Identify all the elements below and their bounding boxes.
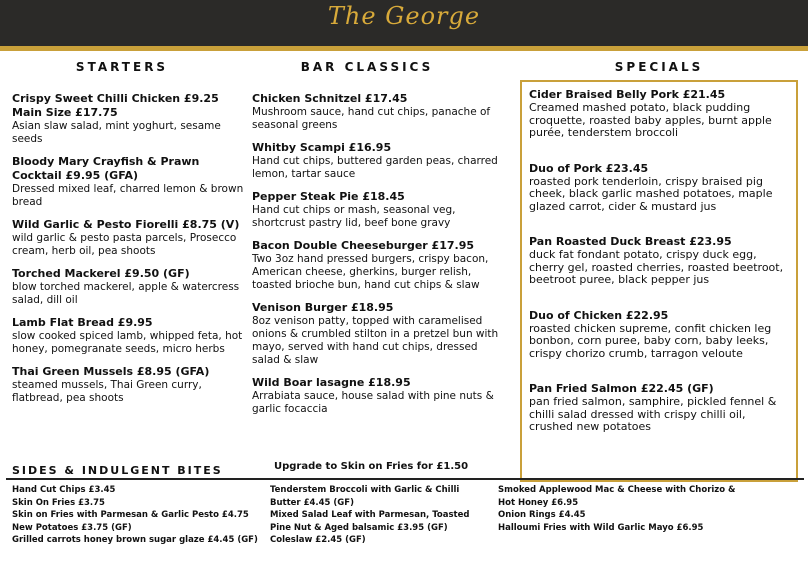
side-item: Tenderstem Broccoli with Garlic & Chilli [270,485,460,495]
menu-item-description: duck fat fondant potato, crispy duck egg, cherry gel, roasted cherries, roasted beetroot, beetroot puree, black pepper jus [529,248,784,286]
menu-item-description: wild garlic & pesto pasta parcels, Prosecco cream, herb oil, pea shoots [12,232,237,257]
menu-item [12,365,244,405]
menu-item [252,376,504,416]
menu-item-description: Arrabiata sauce, house salad with pine nuts & garlic focaccia [252,390,494,415]
starters-heading: STARTERS [75,60,169,74]
menu-item-title: Bacon Double Cheeseburger £17.95 [252,239,474,252]
starters-column [12,92,244,414]
menu-item-title: Duo of Pork £23.45 [529,161,649,175]
menu-item [252,301,504,367]
menu-item [252,141,504,181]
menu-item-description: slow cooked spiced lamb, whipped feta, hot honey, pomegranate seeds, micro herbs [12,330,243,355]
menu-item [252,92,504,132]
side-item: Skin On Fries £3.75 [12,497,105,508]
upgrade-note: Upgrade to Skin on Fries for £1.50 [274,461,469,472]
menu-item [12,267,244,307]
menu-item-title-line2: Cocktail £9.95 (GFA) [12,169,138,182]
menu-item-title: Thai Green Mussels £8.95 (GFA) [12,365,210,378]
menu-item-description: steamed mussels, Thai Green curry, flatbread, pea shoots [12,379,202,404]
side-item: Smoked Applewood Mac & Cheese with Chorizo & [498,485,736,495]
menu-item-title: Duo of Chicken £22.95 [529,308,669,322]
menu-item [529,382,791,434]
menu-item-title: Wild Boar lasagne £18.95 [252,376,411,389]
menu-item-title: Wild Garlic & Pesto Fiorelli £8.75 (V) [12,218,240,231]
menu-item-description: Mushroom sauce, hand cut chips, panache of seasonal greens [252,106,491,131]
side-item: Skin on Fries with Parmesan & Garlic Pesto £4.75 [12,510,249,521]
menu-item-description: roasted pork tenderloin, crispy braised pig cheek, black garlic mashed potatoes, maple glazed carrot, cider & mustard jus [529,174,773,213]
menu-item [252,239,504,292]
menu-item-description: 8oz venison patty, topped with caramelised onions & crumbled stilton in a pretzel bun with mayo, served with hand cut chips, dressed salad & slaw [252,315,499,366]
menu-item [529,235,791,287]
sides-column-1 [12,484,258,547]
sides-column-2 [270,484,469,547]
bar-classics-column [252,92,504,425]
menu-item [529,88,791,140]
menu-item-description: Hand cut chips or mash, seasonal veg, shortcrust pastry lid, beef bone gravy [252,204,456,229]
sides-divider [6,478,804,480]
menu-item-description: roasted chicken supreme, confit chicken leg bonbon, corn puree, baby corn, baby leeks, crispy chorizo crumb, tarragon veloute [529,321,772,360]
side-item: New Potatoes £3.75 (GF) [12,522,132,533]
menu-item-title: Lamb Flat Bread £9.95 [12,316,153,329]
menu-item-description: pan fried salmon, samphire, pickled fennel & chilli salad dressed with crispy chilli oil, crushed new potatoes [529,395,777,433]
menu-item [529,309,791,361]
side-item: Coleslaw £2.45 (GF) [270,535,366,546]
side-item: Hot Honey £6.95 [498,497,579,508]
menu-item [252,190,504,230]
side-item: Mixed Salad Leaf with Parmesan, Toasted [270,510,470,521]
side-item: Onion Rings £4.45 [498,510,586,521]
menu-item-title: Pan Roasted Duck Breast £23.95 [529,235,732,248]
menu-item-title-line2: Main Size £17.75 [12,106,118,119]
menu-item-title: Torched Mackerel £9.50 (GF) [12,267,190,280]
restaurant-logo: The George [327,2,481,30]
menu-item-description: blow torched mackerel, apple & watercress salad, dill oil [12,281,240,306]
menu-item-title: Pan Fried Salmon £22.45 (GF) [529,382,714,395]
menu-item-title: Venison Burger £18.95 [252,301,394,314]
sides-heading: SIDES & INDULGENT BITES [12,464,223,477]
specials-column [529,88,791,443]
menu-item-title: Cider Braised Belly Pork £21.45 [529,88,726,101]
menu-item-description: Creamed mashed potato, black pudding croquette, roasted baby apples, burnt apple purée, tenderstem broccoli [529,101,772,139]
menu-item-description: Dressed mixed leaf, charred lemon & brown bread [12,183,244,208]
menu-item-title: Bloody Mary Crayfish & Prawn [12,155,200,168]
menu-item-description: Two 3oz hand pressed burgers, crispy bacon, American cheese, gherkins, burger relish, toasted brioche bun, hand cut chips & slaw [252,253,489,291]
menu-item-title: Whitby Scampi £16.95 [252,141,392,154]
side-item: Pine Nut & Aged balsamic £3.95 (GF) [270,522,448,533]
menu-item [12,92,244,146]
side-item: Hand Cut Chips £3.45 [12,485,116,495]
menu-item-title: Pepper Steak Pie £18.45 [252,190,405,203]
menu-item [529,162,791,214]
menu-item-description: Hand cut chips, buttered garden peas, charred lemon, tartar sauce [252,155,498,180]
menu-item [12,155,244,209]
menu-item [12,218,244,258]
specials-heading: SPECIALS [614,60,704,74]
menu-item-title: Chicken Schnitzel £17.45 [252,92,408,105]
menu-item-description: Asian slaw salad, mint yoghurt, sesame seeds [12,120,221,145]
side-item: Butter £4.45 (GF) [270,497,354,508]
sides-column-3 [498,484,735,534]
menu-item [12,316,244,356]
side-item: Halloumi Fries with Wild Garlic Mayo £6.95 [498,522,704,533]
side-item: Grilled carrots honey brown sugar glaze £4.45 (GF) [12,535,258,546]
bar-classics-heading: BAR CLASSICS [300,60,434,74]
menu-item-title: Crispy Sweet Chilli Chicken £9.25 [12,92,219,105]
header-gold-stripe [0,46,808,51]
